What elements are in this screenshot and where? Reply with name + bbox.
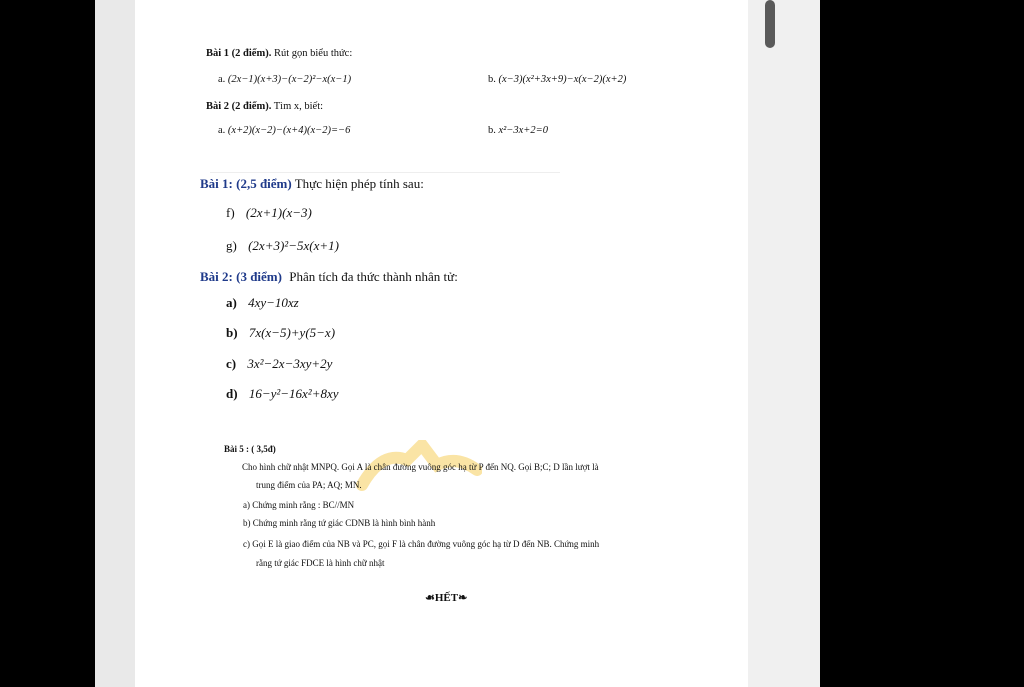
exercise-text: Rút gọn biểu thức: (273, 48, 353, 59)
item-label: b. (488, 74, 496, 85)
exercise-2b (488, 125, 548, 136)
item-label: a. (218, 125, 226, 136)
section-divider (210, 172, 560, 173)
exercise-title: Bài 1: (2,5 điểm) (200, 176, 292, 191)
exercise-4b (226, 325, 335, 341)
item-label: a) (226, 295, 237, 310)
math-expression: (x−3)(x²+3x+9)−x(x−2)(x+2) (498, 74, 627, 85)
math-expression: 4xy−10xz (248, 295, 299, 310)
item-label: a. (218, 74, 226, 85)
exercise-5b: b) Chứng minh rằng tứ giác CDNB là hình bình hành (243, 518, 436, 528)
exercise-5c-line2: rằng tứ giác FDCE là hình chữ nhật (256, 558, 385, 568)
math-expression: x²−3x+2=0 (498, 125, 548, 136)
item-label: b. (488, 125, 496, 136)
exercise-title: Bài 2 (2 điểm). (206, 101, 272, 112)
exercise-3f (226, 205, 312, 221)
exercise-1b (488, 74, 626, 85)
item-label: g) (226, 238, 237, 253)
exercise-5-heading: Bài 5 : ( 3,5đ) (224, 444, 276, 454)
exercise-title: Bài 1 (2 điểm). (206, 48, 272, 59)
math-expression: (x+2)(x−2)−(x+4)(x−2)=−6 (227, 125, 351, 136)
exercise-4d (226, 386, 339, 402)
exercise-5-intro-line1: Cho hình chữ nhật MNPQ. Gọi A là chân đường vuông góc hạ từ P đến NQ. Gọi B;C; D lần lượt là (242, 462, 599, 472)
math-expression: (2x−1)(x+3)−(x−2)²−x(x−1) (227, 74, 352, 85)
math-expression: (2x+1)(x−3) (245, 205, 312, 220)
exercise-text: Tìm x, biết: (273, 101, 324, 112)
exercise-title: Bài 2: (3 điểm) (200, 269, 282, 284)
exercise-5-intro-line2: trung điểm của PA; AQ; MN. (256, 480, 362, 490)
exercise-3-heading (200, 176, 424, 192)
item-label: d) (226, 386, 238, 401)
exercise-1a (218, 74, 351, 85)
exercise-1-heading (206, 48, 352, 59)
math-expression: 7x(x−5)+y(5−x) (248, 325, 336, 340)
math-expression: 3x²−2x−3xy+2y (247, 356, 333, 371)
exercise-text: Thực hiện phép tính sau: (294, 176, 424, 191)
scrollbar-track[interactable] (748, 0, 820, 687)
exercise-5c-line1: c) Gọi E là giao điểm của NB và PC, gọi F là chân đường vuông góc hạ từ D đến NB. Chứng minh (243, 539, 600, 549)
exercise-5a: a) Chứng minh rằng : BC//MN (243, 500, 355, 510)
scrollbar-thumb[interactable] (765, 0, 775, 48)
exercise-2a (218, 125, 350, 136)
item-label: c) (226, 356, 237, 371)
exercise-3g (226, 238, 339, 254)
exercise-4a (226, 295, 299, 311)
exercise-4c (226, 356, 332, 372)
item-label: f) (226, 205, 235, 220)
math-expression: (2x+3)²−5x(x+1) (248, 238, 339, 253)
exercise-2-heading (206, 101, 323, 112)
end-marker: ☙HẾT❧ (425, 592, 468, 604)
item-label: b) (226, 325, 238, 340)
left-gutter (95, 0, 135, 687)
math-expression: 16−y²−16x²+8xy (248, 386, 339, 401)
exercise-4-heading (200, 269, 458, 285)
exercise-text: Phân tích đa thức thành nhân tử: (289, 269, 458, 284)
